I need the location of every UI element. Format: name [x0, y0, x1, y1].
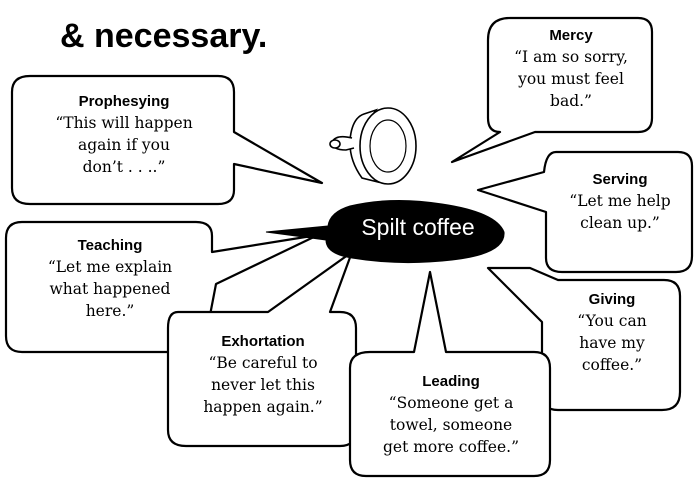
- bubble-teaching: [8, 236, 212, 322]
- bubble-serving-title: Serving: [592, 171, 648, 188]
- heading-line-2: & necessary.: [60, 17, 268, 55]
- bubble-mercy-title: Mercy: [549, 27, 593, 44]
- bubble-exhortation: [170, 332, 356, 418]
- bubble-mercy-quote: “I am so sorry, you must feel bad.”: [514, 48, 628, 110]
- bubble-teaching-quote: “Let me explain what happened here.”: [47, 258, 173, 320]
- bubble-exhortation-quote: “Be careful to never let this happen again.”: [203, 354, 323, 416]
- bubble-giving-quote: “You can have my coffee.”: [577, 312, 647, 374]
- bubble-leading-title: Leading: [422, 373, 480, 390]
- bubble-exhortation-title: Exhortation: [221, 333, 305, 350]
- bubble-leading-quote: “Someone get a towel, someone get more coffee.”: [382, 394, 519, 456]
- center-label: Spilt coffee: [361, 214, 475, 240]
- bubble-prophesying-quote: “This will happen again if you don’t . . ..”: [55, 114, 193, 176]
- bubble-serving: [548, 170, 692, 234]
- bubble-prophesying: [14, 92, 234, 178]
- bubble-mercy: [490, 26, 652, 112]
- bubble-leading: [352, 372, 550, 458]
- bubble-teaching-title: Teaching: [77, 237, 143, 254]
- bubble-prophesying-title: Prophesying: [78, 93, 170, 110]
- bubble-serving-quote: “Let me help clean up.”: [569, 192, 671, 232]
- bubble-giving: [544, 290, 680, 376]
- bubble-giving-title: Giving: [588, 291, 636, 308]
- coffee-cup-icon: [330, 108, 416, 184]
